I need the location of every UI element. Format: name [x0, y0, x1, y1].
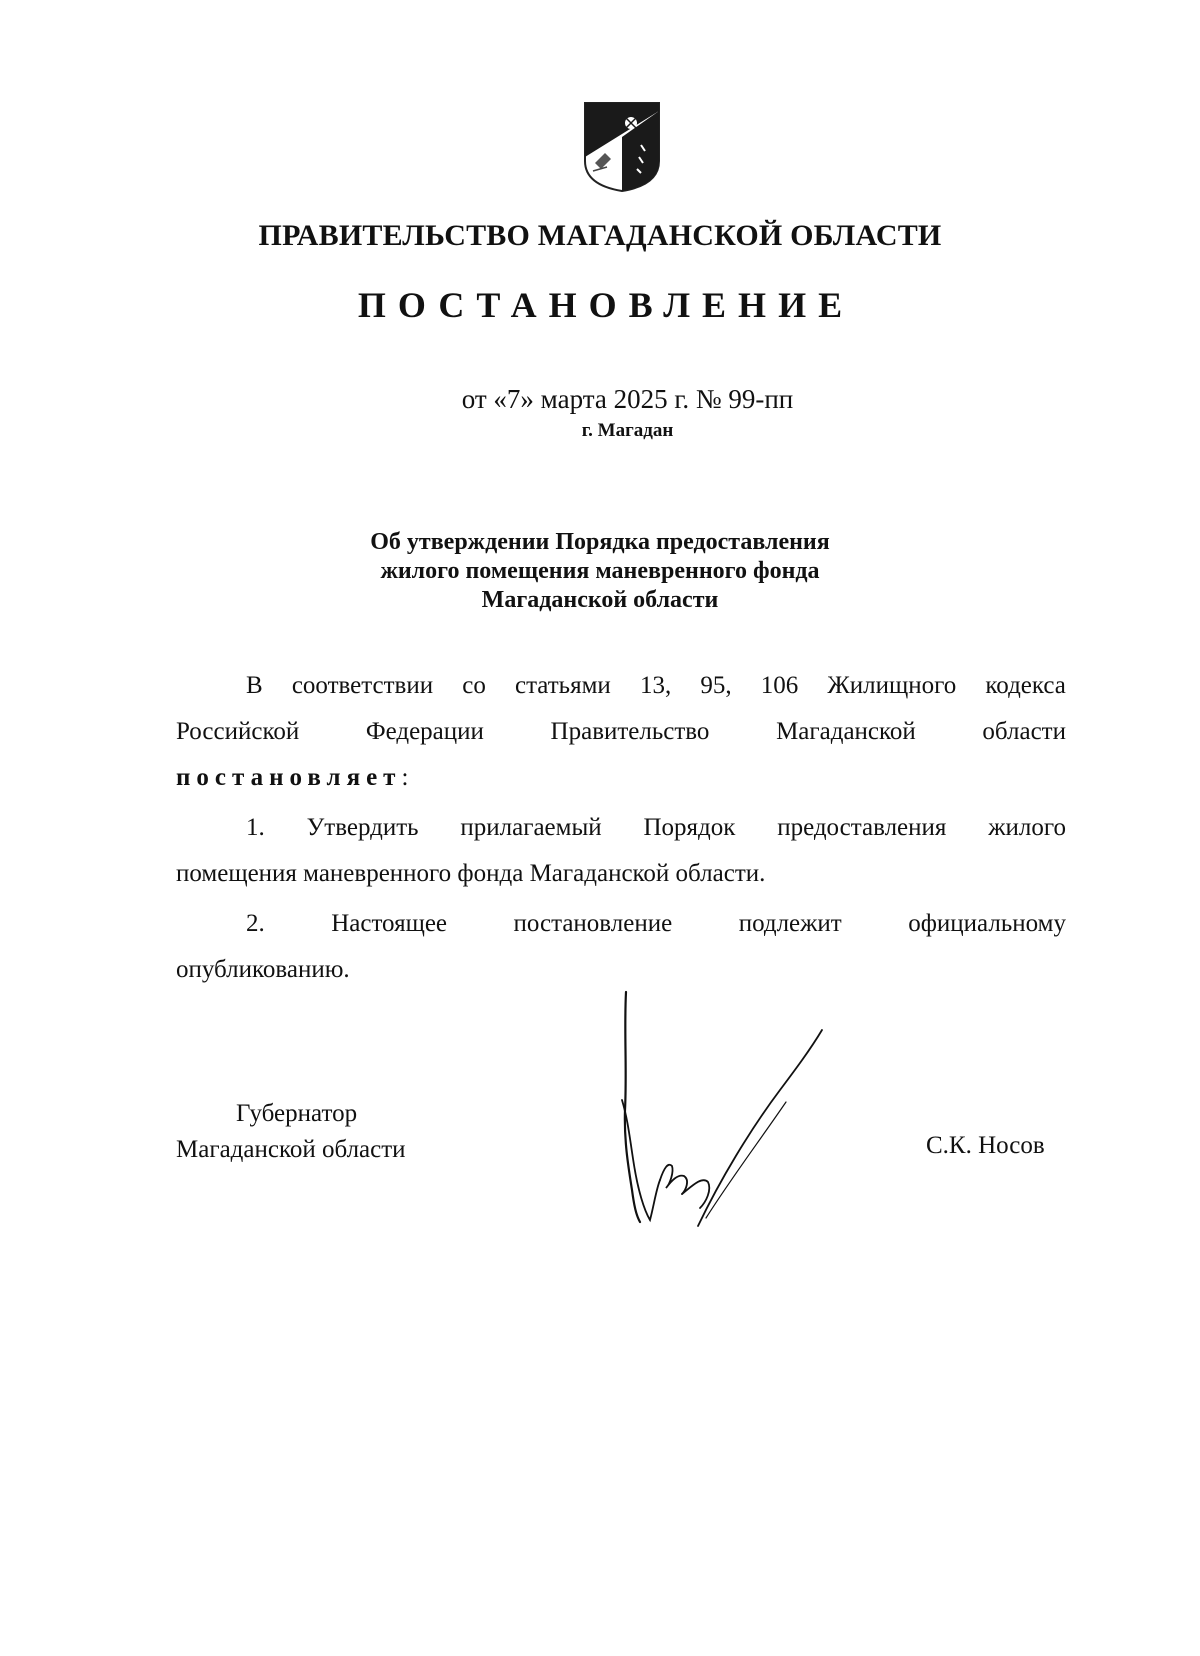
- item-1-line-2: [176, 860, 1066, 894]
- word: кодекса: [985, 672, 1066, 699]
- word: подлежит: [738, 910, 842, 937]
- word: постановление: [513, 910, 673, 937]
- coat-of-arms-icon: [581, 101, 663, 193]
- item-2-line-1: [176, 910, 1066, 944]
- signatory-position: [176, 1096, 406, 1168]
- resolves-colon: :: [401, 764, 409, 791]
- preamble-line-1: [176, 672, 1066, 706]
- word: Российской: [176, 718, 300, 745]
- document-city: [0, 420, 1200, 442]
- document-title: [0, 528, 1200, 615]
- handwritten-signature-icon: [610, 990, 840, 1230]
- title-line: Магаданской области: [481, 587, 719, 613]
- word: статьями: [514, 672, 611, 699]
- word: Правительство: [550, 718, 710, 745]
- word: Магаданской: [776, 718, 916, 745]
- title-line: жилого помещения маневренного фонда: [380, 558, 820, 584]
- word: со: [462, 672, 486, 699]
- organization-name: ПРАВИТЕЛЬСТВО МАГАДАНСКОЙ ОБЛАСТИ: [258, 219, 942, 252]
- date-number-text: от «7» марта 2025 г. № 99-пп: [461, 384, 794, 414]
- word: Жилищного: [827, 672, 957, 699]
- word: жилого: [988, 814, 1066, 841]
- word: предоставления: [777, 814, 947, 841]
- document-date-number: [0, 384, 1200, 415]
- resolves-word: постановляет: [176, 764, 402, 791]
- word: 2.: [246, 910, 265, 937]
- word: соответствии: [291, 672, 434, 699]
- item-1-line-1: [176, 814, 1066, 848]
- word: 95,: [700, 672, 732, 699]
- word: области: [982, 718, 1066, 745]
- city-text: г. Магадан: [581, 420, 674, 441]
- word: 106: [760, 672, 799, 699]
- signatory-name: С.К. Носов: [926, 1132, 1045, 1159]
- word: В: [246, 672, 263, 699]
- preamble-line-2: [176, 718, 1066, 752]
- word: Настоящее: [331, 910, 448, 937]
- word: Порядок: [643, 814, 736, 841]
- word: 13,: [639, 672, 672, 699]
- word: прилагаемый: [460, 814, 602, 841]
- word: Федерации: [365, 718, 484, 745]
- word: официальному: [908, 910, 1066, 937]
- word: 1.: [246, 814, 265, 841]
- resolves-line: [176, 764, 1066, 798]
- word: Утвердить: [306, 814, 419, 841]
- item-1-continuation: помещения маневренного фонда Магаданской области.: [176, 860, 766, 887]
- document-type: ПОСТАНОВЛЕНИЕ: [357, 285, 855, 325]
- position-line-1: Губернатор: [236, 1100, 358, 1127]
- item-2-line-2: [176, 956, 1066, 990]
- position-line-2: Магаданской области: [176, 1136, 406, 1163]
- item-2-continuation: опубликованию.: [176, 956, 350, 983]
- title-line: Об утверждении Порядка предоставления: [370, 529, 830, 555]
